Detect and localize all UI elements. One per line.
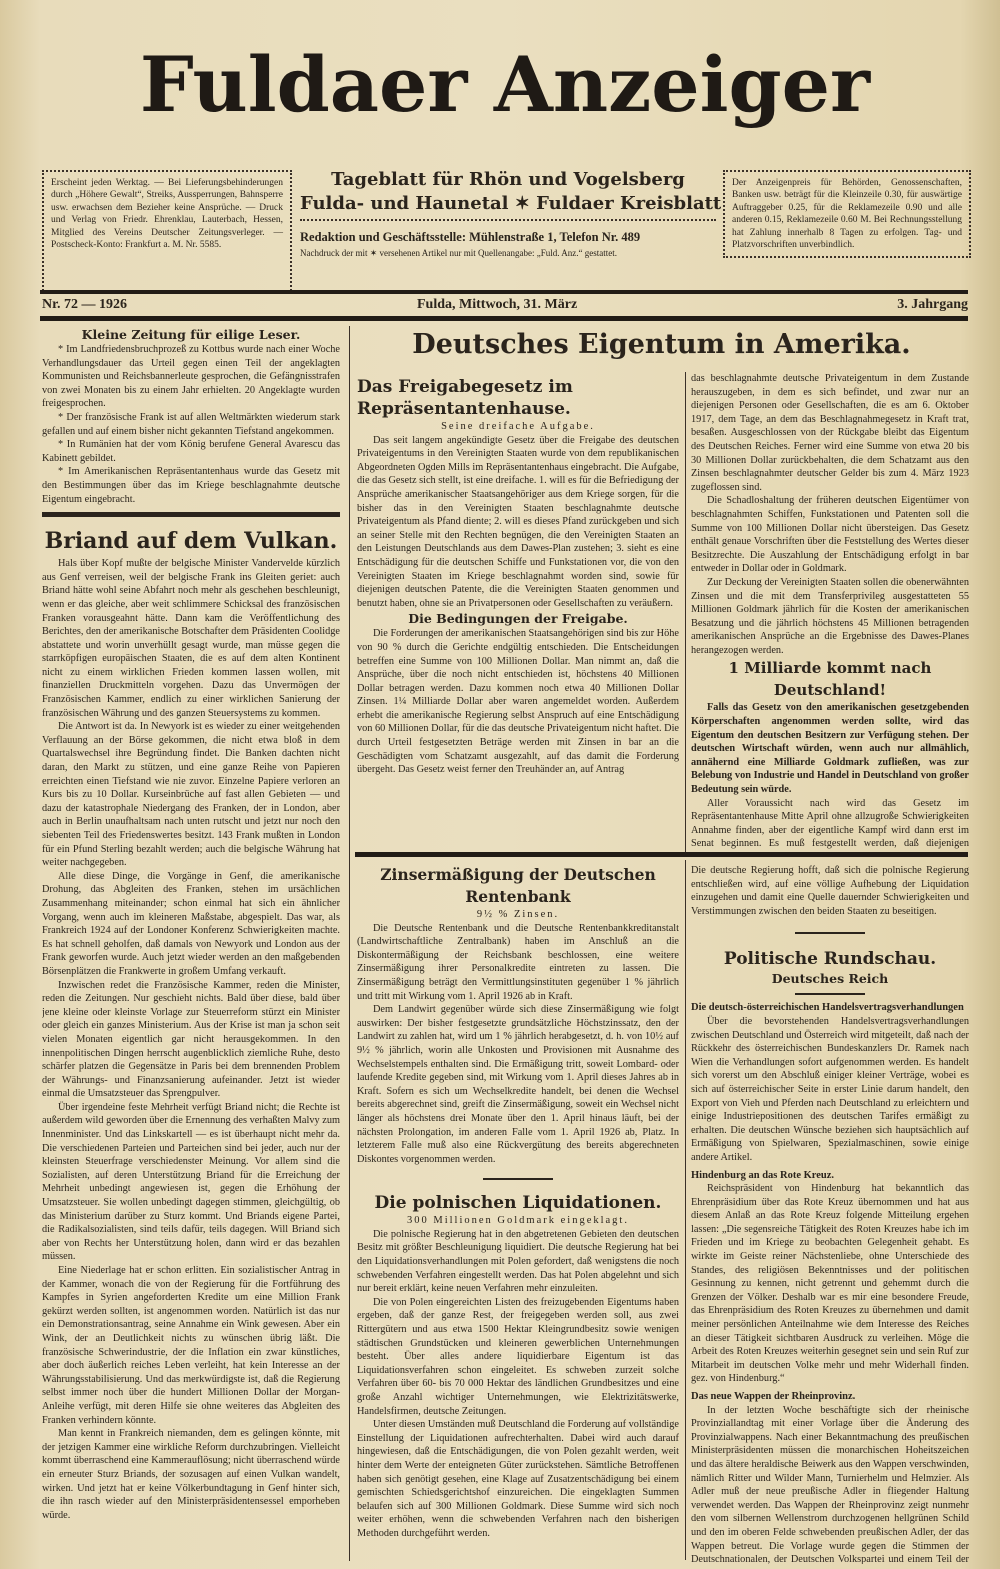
paragraph: Über die bevorstehenden Handelsvertragsverhandlungen zwischen Deutschland und Österreich wird mitgeteilt, daß nach der Rückkehr des österreichischen Bundeskanzlers Dr. Ramek nach Wien die Verhandlungen sofort aufgenommen werden. Es handelt sich vorerst um den Abschluß einiger kleiner Verträge, wobei es sich auf österreichischer Seite in erster Linie darum handelt, den Export von Vieh und Pferden nach Deutschland zu erleichtern und einige Industriepositionen des deutschen Tarifes ermäßigt zu erhalten. Die deutschen Wünsche beziehen sich hauptsächlich auf Ermäßigung von Spielwaren, Spezialmaschinen, sowie einige andere Artikel.	[691, 1015, 969, 1163]
paragraph: Über irgendeine feste Mehrheit verfügt Briand nicht; die Rechte ist außerdem wild geworden über die Ernennung des verhaßten Malvy zum Innenminister. Und das Linkskartell — es ist überhaupt nicht mehr da. Die verschiedenen Parteien und Parteichen sind bei jeder, auch nur der kleinsten Steuerfrage verschiedenster Meinung. Vor allem sind die Sozialisten, auf deren Unterstützung Briand für die Erreichung der Mehrheit unbedingt angewiesen ist, gegen die Erhöhung der Umsatzsteuer. Sie wollen unbedingt dagegen stimmen, gleichgültig, ob das Ministerium darüber zu Sturz kommt. Und Briands eigene Partei, die Radikalsozialisten, sind teils dafür, teils dagegen. Will Briand sich aber von Rechts her Unterstützung holen, dann wird er das bezahlen müssen.	[42, 1101, 340, 1263]
paragraph: Die Antwort ist da. In Newyork ist es wieder zu einer weitgehenden Verflauung an der Börse gekommen, die nicht etwa bloß in dem Quartalswechsel ihre Begründung findet. Die Banken dachten nicht daran, den Markt zu stützen, und eine ganze Reihe von Papieren erreichten einen Tiefstand wie nie zuvor. Einzelne Papiere verloren an Kurs bis zu 10 Dollar. Kurseinbrüche auf fast allen Gebieten — und dazu der katastrophale Niedergang des Franken, der in London, aber auch in Berlin unaufhaltsam nach unten rutscht und jetzt nur noch den siebenten Teil des Friedenswertes besitzt. 143 Frank mußten in London für ein Pfund Sterling bezahlt werden; auch die belgische Währung hat weiter nachgegeben.	[42, 721, 340, 869]
left-column	[42, 326, 340, 1561]
news-item: * Im Amerikanischen Repräsentantenhaus wurde das Gesetz mit den Bestimmungen über das im Kriege beschlagnahmte deutsche Eigentum eingebracht.	[42, 466, 340, 505]
kicker: 300 Millionen Goldmark eingeklagt.	[407, 1215, 629, 1227]
column-rule	[685, 372, 686, 852]
rundschau-title: Politische Rundschau.	[723, 949, 937, 970]
issue-number: Nr. 72 — 1926	[42, 297, 128, 312]
volume: 3. Jahrgang	[897, 297, 968, 312]
paragraph: das beschlagnahmte deutsche Privateigentum in dem Zustande herauszugeben, in dem es sich befindet, und zwar nur an diejenigen Personen oder Gesellschaften, die es am 6. Oktober 1917, dem Tage, an dem das Beschlagnahmegesetz in Kraft trat, besaßen. Ausgeschlossen von der Rückgabe bleibt das Eigentum des Deutschen Reiches. Ferner wird eine Summe von etwa 20 bis 30 Millionen Dollar zurückbehalten, die dem Schatzamt aus den Zinsen beschlagnahmter deutscher Gelder bis zum 4. März 1923 zugeflossen sind.	[691, 373, 969, 493]
item-heading: Die deutsch-österreichischen Handelsvertragsverhandlungen	[691, 1002, 964, 1014]
paragraph: Die deutsche Regierung hofft, daß sich die polnische Regierung entschließen wird, auf eine völlige Aufhebung der Liquidation einzugehen und damit eine Quelle dauernder Schwierigkeiten und Verstimmungen zwischen den beiden Staaten zu beseitigen.	[691, 865, 969, 917]
liquidationen-title: Die polnischen Liquidationen.	[374, 1193, 662, 1214]
lead-headline: Deutsches Eigentum in Amerika.	[412, 329, 911, 360]
advert-price-box: Der Anzeigenpreis für Behörden, Genossenschaften, Banken usw. beträgt für die Kleinzeile 0.30, für auswärtige Auftraggeber 0.25, für die Reklamezeile 0.90 und alle anderen 0.15, Reklamezeile 0.60 M. Bei Rechnungsstellung hat Zahlung innerhalb 8 Tagen zu erfolgen. Tag- und Platzvorschriften unverbindlich.	[723, 170, 971, 258]
lead-column-2	[691, 372, 969, 850]
paragraph: Hals über Kopf mußte der belgische Minister Vandervelde kürzlich aus Genf verreisen, weil der belgische Frank ins Gleiten geriet: auch Briand hätte wohl seine Abfahrt noch mehr als geschehen beschleunigt, wenn er das gleiche, aber weit schlimmere Schicksal des französischen Franken vorausgeahnt hätte. Dann kam die Veröffentlichung des Berichtes, den der amerikanische Botschafter dem Präsidenten Coolidge abstattete und worin unverhüllt gesagt wurde, man müsse gegen die starrköpfigen europäischen Staaten, die es auf dem alten Kontinent nicht zu einem wirklichen Frieden kommen lassen wollen, mit finanziellen Druckmitteln vorgehen. Dazu das Unvermögen der Französischen Kammer, endlich zu einer wirklichen Sanierung der französischen Währung und des ganzen Steuersystems zu kommen.	[42, 558, 340, 719]
item-heading: Das neue Wappen der Rheinprovinz.	[691, 1391, 856, 1402]
divider	[355, 852, 968, 857]
rentenbank-title: Zinsermäßigung der Deutschen Rentenbank	[380, 865, 656, 906]
right-column	[691, 864, 969, 1564]
kicker: 9½ % Zinsen.	[476, 909, 560, 920]
paragraph: Aller Voraussicht nach wird das Gesetz im Repräsentantenhause Mitte April ohne allzugroße Schwierigkeiten Annahme finden, aber der eigentliche Kampf wird dann erst im Senat beginnen. Es muß festgestellt werden, daß diejenigen	[691, 797, 969, 850]
paragraph: Die Deutsche Rentenbank und die Deutsche Rentenbankkreditanstalt (Landwirtschaftliche Zentralbank) haben im Anschluß an die Diskontermäßigung der Reichsbank beschlossen, eine weitere Zinsermäßigung ihrer Personalkredite eintreten zu lassen. Die Zinsermäßigung beträgt den Vermittlungsinstituten gegenüber 1 % jährlich und tritt mit Wirkung vom 1. April 1926 ab in Kraft.	[357, 922, 679, 1002]
column-rule	[349, 326, 350, 1561]
news-item: * Der französische Frank ist auf allen Weltmärkten wiederum stark gefallen und auf einem bisher nicht gekannten Tiefstand angekommen.	[42, 411, 340, 437]
paragraph: Falls das Gesetz von den amerikanischen gesetzgebenden Körperschaften angenommen werden sollte, wird das Eigentum den deutschen Besitzern zur Verfügung stehen. Der deutschen Wirtschaft würden, wenn auch nur allmählich, annähernd eine Milliarde Goldmark zufließen, was zur Belebung von Industrie und Handel in Deutschland von großer Bedeutung sein würde.	[691, 702, 969, 796]
divider	[483, 1178, 553, 1180]
divider	[40, 290, 968, 294]
paragraph: Man kennt in Frankreich niemanden, dem es gelingen könnte, mit der jetzigen Kammer eine wirkliche Reform durchzubringen. Vielleicht kommt überraschend eine Kammerauflösung; nicht überraschend würde ein erneuter Sturz Briands, der sozusagen auf einen Vulkan wandelt, wirken. Und jetzt hat er keine Völkerbundtagung in Genf hinter sich, die ihn rasch wieder auf den Ministerpräsidentensessel emporheben würde.	[42, 1428, 340, 1521]
news-item: * In Rumänien hat der vom König berufene General Avarescu das Kabinett gebildet.	[42, 439, 340, 464]
subtitle-2: Fulda- und Haunetal ✶ Fuldaer Kreisblatt	[300, 193, 722, 214]
paragraph: Zur Deckung der Vereinigten Staaten sollen die obenerwähnten Zinsen und die mit dem Transferprivileg ausgestatteten 55 Millionen Goldmark jährlich für die Kosten der amerikanischen Besatzung und die jährlich höchstens 45 Millionen betragenden amerikanischen Ansprüche an die Ergebnisse des Dawes-Planes herangezogen werden.	[691, 576, 969, 656]
header-center	[300, 168, 722, 259]
divider	[795, 993, 865, 995]
rundschau-subtitle: Deutsches Reich	[771, 971, 889, 987]
paragraph: Die polnische Regierung hat in den abgetretenen Gebieten den deutschen Besitz mit größter Beschleunigung liquidiert. Die deutsche Regierung hat bei den Liquidationsverhandlungen mit Polen gefordert, daß wenigstens die noch schwebenden Verfahren eingestellt werden. Das hat Polen abgelehnt und sich nur bereit erklärt, keine neuen Verfahren mehr einzuleiten.	[357, 1228, 679, 1295]
address-line: Redaktion und Geschäftsstelle: Mühlenstraße 1, Telefon Nr. 489	[300, 230, 641, 244]
section-heading: Die Bedingungen der Freigabe.	[408, 611, 628, 627]
paragraph: Reichspräsident von Hindenburg hat bekanntlich das Ehrenpräsidium über das Rote Kreuz übernommen und hat aus diesem Anlaß an das Rote Kreuz folgende Mitteilung ergehen lassen: „Die segensreiche Tätigkeit des Roten Kreuzes habe ich im Frieden und im Kriege zu beobachten Gelegenheit gehabt. Es wirkte im Geiste reiner Nächstenliebe, ohne Unterschiede des Standes, des religiösen Bekenntnisses und der politischen Gesinnung zu kennen, nicht getrennt und gehemmt durch die Grenzen der Völker. Deshalb war es mir eine besondere Freude, das Ehrenpräsidium des Roten Kreuzes zu übernehmen und damit meiner persönlichen Anteilnahme wie dem Interesse des Reiches an dieser Tätigkeit sichtbaren Ausdruck zu verleihen. Möge die Arbeit des Roten Kreuzes weiterhin gesegnet sein und sein Ruf zur Mitarbeit im deutschen Volke mehr und mehr Widerhall finden. gez. von Hindenburg.“	[691, 1183, 969, 1385]
divider	[40, 316, 968, 321]
paragraph: Alle diese Dinge, die Vorgänge in Genf, die amerikanische Drohung, das Abgleiten des Franken, stehen im ursächlichen Zusammenhang miteinander; schon einmal hat sich ein ähnlicher Vorgang, wenn auch im kleineren Maßstabe, abgespielt. Das war, als Frankreich 1924 auf der Londoner Konferenz Schwierigkeiten machte. Es hat schnell geholfen, daß damals von Newyork und London aus der Frank geworfen wurde. Auch jetzt wieder werden an den maßgebenden Börsenplätzen die Frankwerte in großem Umfang verkauft.	[42, 870, 340, 977]
issue-date: Fulda, Mittwoch, 31. März	[417, 297, 578, 312]
masthead-title: Fuldaer Anzeiger	[139, 40, 871, 129]
reprint-note: Nachdruck der mit ✶ versehenen Artikel nur mit Quellenangabe: „Fuld. Anz.“ gestattet.	[300, 248, 617, 258]
paragraph: Das seit langem angekündigte Gesetz über die Freigabe des deutschen Privateigentums in den Vereinigten Staaten wurde von dem republikanischen Abgeordneten Ogden Mills im Repräsentantenhaus eingebracht. Die Aufgabe, die das Gesetz sich stellt, ist eine dreifache. 1. will es für die Befriedigung der Ansprüche amerikanischer Staatsangehöriger aus dem Kriege sorgen, für die bisher das in den Vereinigten Staaten beschlagnahmte deutsche Privateigentum als Pfand diente; 2. will es dieses Pfand zurückgeben und sich an seiner Stelle mit den Rechten begnügen, die den Vereinigten Staaten an den Leistungen Deutschlands aus dem Dawes-Plan zustehen; 3. sieht es eine Entschädigung für die deutschen Schiffe und Funkstationen vor, die von den Vereinigten Staaten im Kriege beschlagnahmt worden sind, sowie für diejenigen deutschen Patente, die die Vereinigten Staaten genommen und benutzt haben, ohne sie an Privatpersonen oder Gesellschaften zu veräußern.	[357, 434, 679, 609]
paragraph: Die Schadloshaltung der früheren deutschen Eigentümer von beschlagnahmten Schiffen, Funkstationen und Patenten soll die Summe von 100 Millionen Dollar nicht übersteigen. Das Gesetz enthält genaue Vorschriften über die Feststellung des Wertes dieser Besitzrechte. Die Auszahlung der Entschädigung erfolgt in bar entweder in Dollar oder in Goldmark.	[691, 495, 969, 575]
middle-column	[357, 864, 679, 1564]
divider	[300, 219, 716, 226]
briand-title: Briand auf dem Vulkan.	[44, 528, 338, 555]
divider	[42, 512, 340, 517]
dateline	[42, 296, 968, 314]
item-heading: Hindenburg an das Rote Kreuz.	[691, 1169, 835, 1181]
kicker: Seine dreifache Aufgabe.	[441, 421, 595, 432]
kleine-zeitung-title: Kleine Zeitung für eilige Leser.	[81, 327, 301, 342]
subtitle-1: Tageblatt für Rhön und Vogelsberg	[331, 169, 685, 190]
paragraph: Unter diesen Umständen muß Deutschland die Forderung auf vollständige Einstellung der Liquidationen aufrechterhalten. Dabei wird auch darauf hingewiesen, daß die Entschädigungen, die von Polen gezahlt werden, weit hinter dem Werte der enteigneten Güter zurückstehen. Sämtliche Betroffenen haben sich genötigt gesehen, eine Klage auf Zusatzentschädigung bei einem gemischten Schiedsgerichtshof einzureichen. Die eingeklagten Summen belaufen sich auf 300 Millionen Goldmark. Diese Summe wird sich noch weiter erhöhen, wenn die schwebenden Verfahren nach den bisherigen Methoden durchgeführt werden.	[357, 1419, 679, 1539]
publication-info-box: Erscheint jeden Werktag. — Bei Lieferungsbehinderungen durch „Höhere Gewalt“, Streiks, Aussperrungen, Bahnsperre usw. erwachsen dem Bezieher keine Ansprüche. — Druck und Verlag von Friedr. Ehrenklau, Lauterbach, Hessen, Mitglied des Vereins Deutscher Zeitungsverleger. — Postscheck-Konto: Frankfurt a. M. Nr. 5585.	[42, 170, 292, 294]
divider	[795, 932, 865, 934]
paragraph: Die Forderungen der amerikanischen Staatsangehörigen sind bis zur Höhe von 90 % durch die Gerichte endgültig entschieden. Die Entscheidungen betreffen eine Summe von 100 Millionen Dollar. Man nimmt an, daß die Ansprüche, über die noch nicht entschieden ist, höchstens 40 Millionen Dollar betragen werden. Dazu kommen noch etwa 40 Millionen Dollar Zinsen. 1¼ Milliarde Dollar aber waren angemeldet worden. Außerdem erhebt die amerikanische Regierung selbst Anspruch auf eine Entschädigung von 60 Millionen Dollar, für die das deutsche Privateigentum nicht haftet. Die durch Urteil festgesetzten Beträge werden mit Zinsen in bar an die Geschädigten vom Schatzamt ausgezahlt, auf das damit die Forderung übergeht. Das Gesetz weist ferner den Treuhänder an, auf Antrag	[357, 628, 679, 776]
paragraph: In der letzten Woche beschäftigte sich der rheinische Provinziallandtag mit einer Vorlage über die Änderung des Provinzialwappens. Nach einer Bekanntmachung des preußischen Ministerpräsidenten müssen die monarchischen Hoheitszeichen und das ältere heraldische Beiwerk aus den Wappen verschwinden, nämlich Ritter und Wilder Mann, Turnierhelm und Helmzier. Als Adler muß der neue preußische Adler in fliegender Haltung verwendet werden. Das Wappen der Rheinprovinz zeigt nunmehr den vom silbernen Wellenstrom durchzogenen hellgrünen Schild und den im oberen Felde schwebenden preußischen Adler, der das Wappen betreut. Die Vorlage wurde gegen die Stimmen der Deutschnationalen, der Deutschen Volkspartei und einem Teil der	[691, 1404, 969, 1564]
news-item: * Im Landfriedensbruchprozeß zu Kottbus wurde nach einer Woche Verhandlungsdauer das Urteil gegen einen Teil der angeklagten Kommunisten und Reichsbannerleute gesprochen, die Gefängnisstrafen von zwei Monaten bis zu einem Jahr erhielten. 20 Angeklagte wurden freigesprochen.	[42, 344, 340, 410]
paragraph: Inzwischen redet die Französische Kammer, reden die Minister, reden die Zeitungen. Nur geschieht nichts. Bald über diese, bald über jene kleine oder kleinste Vorlage zur Steuerreform stürzt ein Minister oder gleich ein ganzes Ministerium. Aus der Krise ist man ja schon seit vielen Monaten eigentlich gar nicht herausgekommen. In den innenpolitischen Dingen herrscht augenblicklich ziemliche Ruhe, desto schärfer platzen die Gegensätze in Paris bei dem brennenden Problem der Währungs- und Finanzsanierung aufeinander. Jetzt ist wieder einmal die Umsatzsteuer das Sprengpulver.	[42, 979, 340, 1100]
lead-column-1	[357, 376, 679, 852]
paragraph: Dem Landwirt gegenüber würde sich diese Zinsermäßigung wie folgt auswirken: Der bisher festgesetzte grundsätzliche Höchstzinssatz, den der Landwirt zu zahlen hat, wird um 1 % jährlich herabgesetzt, d. h. von 10½ auf 9½ % jährlich, worin alle Unkosten und Provisionen mit Ausnahme des Wechselstempels enthalten sind. Die Ermäßigung tritt, soweit Lombard- oder laufende Kredite gegeben sind, mit Wirkung vom 1. April dieses Jahres ab in Kraft. Sofern es sich um Wechselkredite handelt, bei denen die Wechsel bereits abgerechnet sind, greift die Zinsermäßigung, soweit ein Wechsel nicht länger als höchstens drei Monate über den 1. April hinaus läuft, bei der nächsten Prolongation, im anderen Falle vom 1. April 1926 ab, Platz. In letzterem Falle muß also eine Rückvergütung des bereits abgerechneten Diskontes vorgenommen werden.	[357, 1004, 679, 1165]
column-rule	[685, 860, 686, 1560]
paragraph: Die von Polen eingereichten Listen des freizugebenden Eigentums haben ergeben, daß der ganze Rest, der freigegeben werden soll, aus zwei Rittergütern und aus etwa 1500 Hektar Kleingrundbesitz sowie wenigen städtischen Grundstücken und kleineren gewerblichen Unternehmungen besteht. Über alles andere liquidierbare Eigentum ist das Liquidationsverfahren schon eingeleitet. Es schweben zurzeit solche Verfahren über 60- bis 70 000 Hektar des ländlichen Grundbesitzes und eine große Anzahl wichtiger Unternehmungen, wie Elektrizitätswerke, Handelsfirmen, deutsche Zeitungen.	[357, 1296, 679, 1417]
lead-subheadline: Das Freigabegesetz im Repräsentantenhause.	[357, 377, 573, 419]
paragraph: Eine Niederlage hat er schon erlitten. Ein sozialistischer Antrag in der Kammer, wonach die von der Regierung für die Fortführung des Kampfes in Syrien angeforderten Kredite um eine Million Frank gekürzt werden sollten, ist angenommen worden. Natürlich ist das nur ein Demonstrationsantrag, seine Annahme ein Wink gewesen. Aber ein Wink, der an Deutlichkeit nichts zu wünschen übrig läßt. Die französische Schwerindustrie, der die Inflation ein zwar künstliches, aber doch äußerlich reiches Leben verleiht, hat kein Interesse an der Währungsstabilisierung. Und das merkwürdigste ist, daß die Regierung selbst immer noch über die hundert Millionen Dollar der Morgan-Anleihe verfügt, mit deren Hilfe sie ohne weiteres das Abgleiten des Franken verhindern könnte.	[42, 1265, 340, 1426]
section-heading: 1 Milliarde kommt nach Deutschland!	[728, 659, 932, 700]
